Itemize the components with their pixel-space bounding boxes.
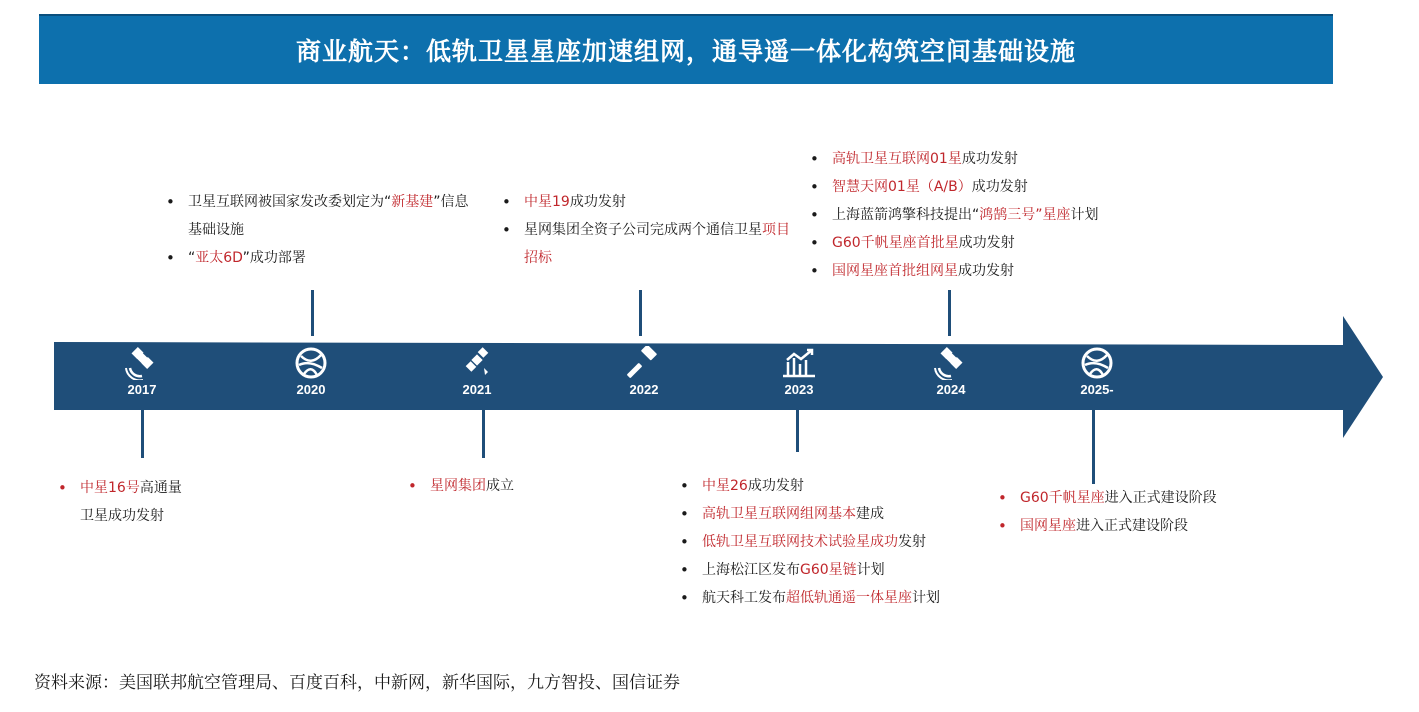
events-2021 [404, 472, 514, 500]
connector-2024 [948, 290, 951, 336]
event-item: • “亚太6D”成功部署 [162, 244, 472, 272]
event-item: • 低轨卫星互联网技术试验星成功发射 [676, 528, 940, 556]
event-item: • 国网星座首批组网星成功发射 [806, 257, 1099, 285]
event-item: • 上海蓝箭鸿擎科技提出“鸿鹄三号”星座计划 [806, 201, 1099, 229]
event-item: • G60千帆星座进入正式建设阶段 [994, 484, 1217, 512]
gavel-icon [624, 346, 664, 380]
globe-network-icon [1077, 346, 1117, 380]
event-item: • 航天科工发布超低轨通遥一体星座计划 [676, 584, 940, 612]
connector-2021 [482, 410, 485, 458]
event-item: • 星网集团全资子公司完成两个通信卫星项目招标 [498, 216, 798, 272]
page-title: 商业航天：低轨卫星星座加速组网，通导遥一体化构筑空间基础设施 [295, 37, 1076, 66]
satellite-icon [457, 346, 497, 380]
building-chart-icon [779, 346, 819, 380]
event-item: • 中星19成功发射 [498, 188, 798, 216]
events-2022 [498, 188, 798, 272]
events-2020 [162, 188, 472, 272]
milestone-2021 [432, 346, 522, 397]
year-label: 2024 [936, 382, 966, 397]
connector-2025 [1092, 410, 1095, 484]
globe-network-icon [291, 346, 331, 380]
year-label: 2025- [1080, 382, 1114, 397]
source-note: 资料来源：美国联邦航空管理局、百度百科，中新网，新华国际，九方智投、国信证券 [34, 673, 680, 693]
milestone-2017 [97, 346, 187, 397]
events-2017 [54, 474, 224, 530]
satellite-icon [931, 346, 971, 380]
events-2025 [994, 484, 1217, 540]
connector-2020 [311, 290, 314, 336]
milestone-2025 [1052, 346, 1142, 397]
milestone-2022 [599, 346, 689, 397]
events-2023 [676, 472, 940, 612]
events-2024 [806, 145, 1099, 285]
event-item: • 国网星座进入正式建设阶段 [994, 512, 1217, 540]
year-label: 2017 [127, 382, 157, 397]
year-label: 2021 [462, 382, 492, 397]
event-item: • 星网集团成立 [404, 472, 514, 500]
connector-2022 [639, 290, 642, 336]
milestone-2023 [754, 346, 844, 397]
connector-2023 [796, 410, 799, 452]
milestone-2024 [906, 346, 996, 397]
event-item: • 上海松江区发布G60星链计划 [676, 556, 940, 584]
timeline-arrow-shape [54, 316, 1383, 438]
event-item: • 中星26成功发射 [676, 472, 940, 500]
connector-2017 [141, 410, 144, 458]
event-item: • 高轨卫星互联网01星成功发射 [806, 145, 1099, 173]
year-label: 2020 [296, 382, 326, 397]
milestone-2020 [266, 346, 356, 397]
event-item: • 高轨卫星互联网组网基本建成 [676, 500, 940, 528]
year-label: 2022 [629, 382, 659, 397]
event-item: • 智慧天网01星（A/B）成功发射 [806, 173, 1099, 201]
event-item: • 中星16号高通量 卫星成功发射 [54, 474, 224, 530]
year-label: 2023 [784, 382, 814, 397]
event-item: • G60千帆星座首批星成功发射 [806, 229, 1099, 257]
satellite-icon [122, 346, 162, 380]
event-item: • 卫星互联网被国家发改委划定为“新基建”信息基础设施 [162, 188, 472, 244]
